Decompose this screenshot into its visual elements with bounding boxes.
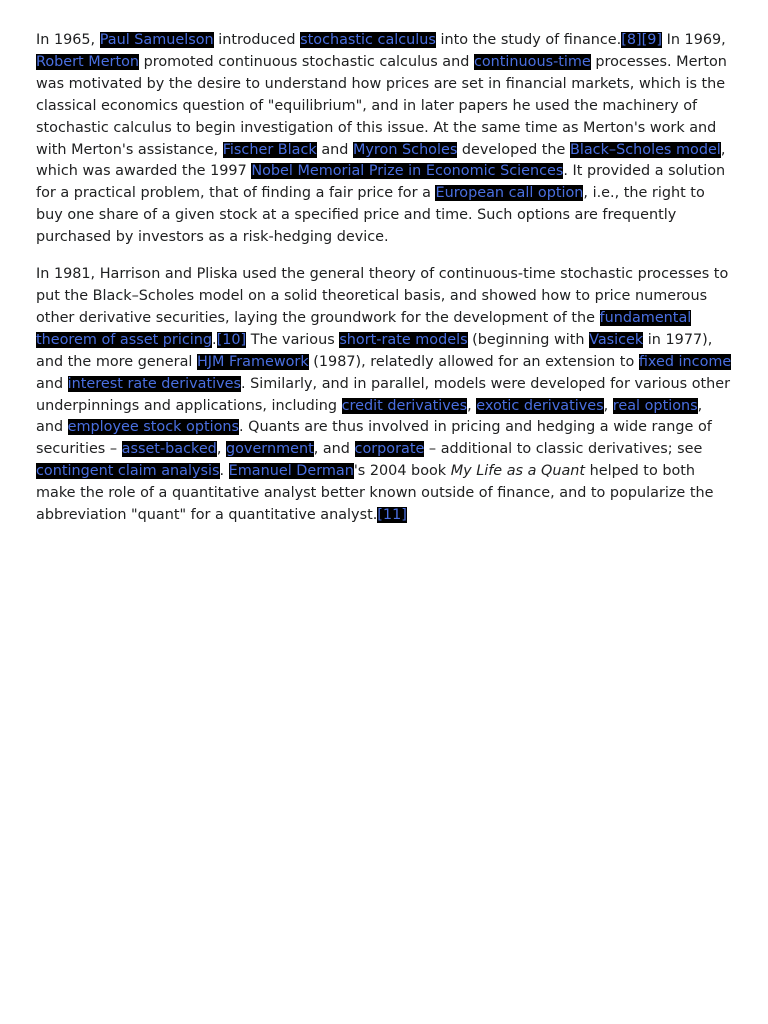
link-black-scholes-model[interactable]: Black–Scholes model (569, 141, 721, 158)
link-continuous-time[interactable]: continuous-time (473, 53, 591, 70)
link-credit-derivatives[interactable]: credit derivatives (341, 397, 468, 414)
text-run: into the study of finance. (435, 32, 622, 48)
citation-11[interactable]: [11] (377, 507, 407, 524)
text-run: , (216, 441, 226, 458)
link-emanuel-derman[interactable]: Emanuel Derman (228, 463, 354, 480)
paragraph-2 (36, 264, 732, 527)
text-run: . (212, 331, 217, 348)
text-run: (beginning with (467, 331, 590, 348)
text-run: 's 2004 book (353, 463, 451, 480)
text-run: The various (246, 331, 340, 348)
link-paul-samuelson[interactable]: Paul Samuelson (99, 32, 214, 48)
text-run: In 1969, (662, 32, 726, 48)
link-government[interactable]: government (225, 441, 314, 458)
link-vasicek[interactable]: Vasicek (589, 331, 644, 348)
text-run: . (219, 463, 229, 480)
link-corporate[interactable]: corporate (354, 441, 425, 458)
text-run: , which was awarded the 1997 (36, 141, 726, 180)
text-run: , (467, 397, 477, 414)
link-myron-scholes[interactable]: Myron Scholes (352, 141, 458, 158)
link-real-options[interactable]: real options (612, 397, 698, 414)
text-run: , (603, 397, 613, 414)
text-run: and (36, 375, 68, 392)
link-fundamental-theorem-asset-pricing[interactable]: fundamental theorem of asset pricing (36, 309, 692, 348)
text-run: developed the (457, 141, 570, 158)
paragraph-1 (36, 30, 732, 249)
citation-9[interactable]: [9] (641, 32, 663, 48)
text-run: , i.e., the right to buy one share of a given stock at a specified price and time. Such options are frequently purchased by investors as a risk-hedging device. (36, 185, 705, 246)
citation-10[interactable]: [10] (216, 331, 247, 348)
text-run: In 1965, (36, 32, 100, 48)
text-run: , and (36, 397, 703, 436)
text-run: – additional to classic derivatives; see (424, 441, 703, 458)
text-run: . Quants are thus involved in pricing and hedging a wide range of securities – (36, 419, 712, 458)
text-run: and (316, 141, 353, 158)
link-stochastic-calculus[interactable]: stochastic calculus (300, 32, 436, 48)
text-run: In 1981, Harrison and Pliska used the general theory of continuous-time stochastic processes to put the Black–Scholes model on a solid theoretical basis, and showed how to price numerous other derivative securities, laying the groundwork for the development of the (36, 266, 729, 326)
text-run: introduced (213, 32, 301, 48)
text-run: in 1977), and the more general (36, 331, 713, 370)
citation-8[interactable]: [8] (621, 32, 642, 48)
text-run: , and (313, 441, 355, 458)
link-interest-rate-derivatives[interactable]: interest rate derivatives (67, 375, 241, 392)
link-nobel-memorial-prize[interactable]: Nobel Memorial Prize in Economic Sciences (251, 163, 564, 180)
text-run: . It provided a solution for a practical problem, that of finding a fair price for a (36, 163, 726, 202)
link-fixed-income[interactable]: fixed income (638, 353, 732, 370)
article-body (36, 30, 732, 542)
link-employee-stock-options[interactable]: employee stock options (67, 419, 240, 436)
link-contingent-claim-analysis[interactable]: contingent claim analysis (36, 463, 220, 480)
link-hjm-framework[interactable]: HJM Framework (196, 353, 309, 370)
link-exotic-derivatives[interactable]: exotic derivatives (476, 397, 604, 414)
book-title: My Life as a Quant (450, 463, 586, 480)
link-asset-backed[interactable]: asset-backed (121, 441, 217, 458)
link-short-rate-models[interactable]: short-rate models (339, 331, 468, 348)
text-run: helped to both make the role of a quantitative analyst better known outside of finance, and to popularize the abbreviation "quant" for a quantitative analyst. (36, 463, 714, 524)
text-run: promoted continuous stochastic calculus and (139, 53, 474, 70)
text-run: . Similarly, and in parallel, models were developed for various other underpinnings and applications, including (36, 375, 731, 414)
link-robert-merton[interactable]: Robert Merton (36, 53, 140, 70)
link-fischer-black[interactable]: Fischer Black (222, 141, 317, 158)
text-run: processes. Merton was motivated by the desire to understand how prices are set in financial markets, which is the classical economics question of "equilibrium", and in later papers he used the machinery of stochastic calculus to begin investigation of this issue. At the same time as Merton's work and with Merton's assistance, (36, 53, 727, 158)
text-run: (1987), relatedly allowed for an extension to (308, 353, 639, 370)
link-european-call-option[interactable]: European call option (435, 185, 584, 202)
